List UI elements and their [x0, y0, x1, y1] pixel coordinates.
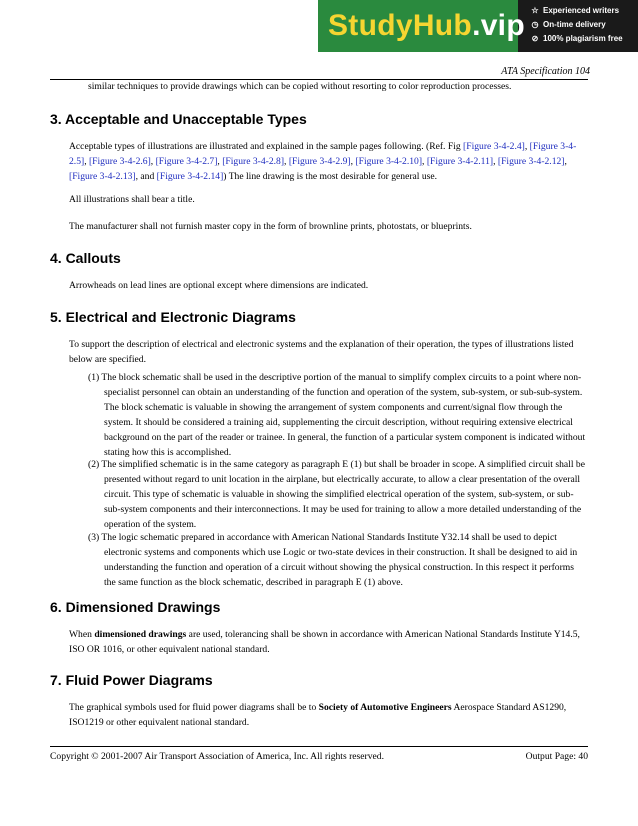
figure-ref-link[interactable]: [Figure 3-4-2.7]	[155, 156, 218, 167]
banner-feature: ☆ Experienced writers	[530, 4, 623, 18]
banner-feature: ◷ On-time delivery	[530, 18, 623, 32]
list-item: (3) The logic schematic prepared in accordance with American National Standards Institute Y32.14 shall be used to depict electronic systems and components which use Logic or two-state devices in their construction. It shall be designed to aid in understanding the function and operation of a circuit without showing the physical construction. In this respect it performs the same function as the block schematic, described in paragraph E (1) above.	[88, 532, 578, 588]
star-icon: ☆	[531, 6, 539, 15]
footer-copyright: Copyright © 2001-2007 Air Transport Association of America, Inc. All rights reserved.	[50, 751, 384, 762]
section-4-heading: 4. Callouts	[50, 250, 121, 266]
section-7-heading: 7. Fluid Power Diagrams	[50, 672, 213, 688]
figure-ref-link[interactable]: [Figure 3-4-2.8]	[222, 156, 285, 167]
section-3-paragraph-3: The manufacturer shall not furnish master copy in the form of brownline prints, photostats, or blueprints.	[69, 221, 472, 232]
section-4-paragraph-1: Arrowheads on lead lines are optional except where dimensions are indicated.	[69, 280, 369, 291]
footer-page-number: Output Page: 40	[525, 751, 588, 762]
section-3-paragraph-2: All illustrations shall bear a title.	[69, 194, 195, 205]
section-3-heading: 3. Acceptable and Unacceptable Types	[50, 111, 307, 127]
footer-rule	[50, 746, 588, 747]
studyhub-banner[interactable]	[318, 0, 638, 52]
figure-ref-link[interactable]: [Figure 3-4-2.6]	[88, 156, 151, 167]
section-6-paragraph-1: When dimensioned drawings are used, tolerancing shall be shown in accordance with American National Standards Institute Y14.5, ISO OR 1016, or other equivalent national standard.	[69, 629, 580, 655]
figure-ref-link[interactable]: [Figure 3-4-2.14]	[156, 171, 224, 182]
section-5-paragraph-1: To support the description of electrical and electronic systems and the explanation of their operation, the types of illustrations listed below are specified.	[69, 339, 574, 365]
figure-ref-link[interactable]: [Figure 3-4-2.5]	[69, 141, 577, 167]
banner-feature: ⊘ 100% plagiarism free	[530, 32, 623, 46]
section-6-heading: 6. Dimensioned Drawings	[50, 599, 221, 615]
list-item: (2) The simplified schematic is in the same category as paragraph E (1) but shall be broader in scope. A simplified circuit shall be presented without regard to unit location in the airplane, but electrically accurate, to allow a clear presentation of the overall circuit. This type of schematic is valuable in showing the simplified electrical operation of the system, sub-system, or sub-sub-system components and their interconnections. It may be used for training to allow a more detailed understanding of the operation of the system.	[88, 459, 585, 530]
clock-icon: ◷	[531, 20, 539, 29]
figure-ref-link[interactable]: [Figure 3-4-2.11]	[426, 156, 494, 167]
figure-ref-link[interactable]: [Figure 3-4-2.4]	[463, 141, 525, 152]
section-7-paragraph-1: The graphical symbols used for fluid power diagrams shall be to Society of Automotive Engineers Aerospace Standard AS1290, ISO1219 or other equivalent national standard.	[69, 702, 567, 728]
banner-features	[530, 4, 623, 46]
figure-ref-link[interactable]: [Figure 3-4-2.12]	[497, 156, 565, 167]
figure-ref-link[interactable]: [Figure 3-4-2.13]	[69, 171, 136, 182]
section-5-heading: 5. Electrical and Electronic Diagrams	[50, 309, 296, 325]
check-circle-icon: ⊘	[531, 34, 539, 43]
header-spec: ATA Specification 104	[501, 66, 590, 77]
section-3-paragraph-1: Acceptable types of illustrations are illustrated and explained in the sample pages following. (Ref. Fig [Figure 3-4-2.4], [Figure 3-4-2.5], [Figure 3-4-2.6], [Figure 3-4-2.7], [Figure 3-4-2.8], [Figure 3-4-2.9], [Figure 3-4-2.10], [Figure 3-4-2.11], [Figure 3-4-2.12], [Figure 3-4-2.13], and [Figure 3-4-2.14]) The line drawing is the most desirable for general use.	[69, 141, 577, 182]
list-item: (1) The block schematic shall be used in the descriptive portion of the manual to simplify complex circuits to a point where non-specialist personnel can obtain an understanding of the function and operation of the system, sub-system, or sub-sub-system. The block schematic is valuable in showing the arrangement of system components and current/signal flow through the system. It should be considered a training aid, supplementing the circuit description, without requiring extensive electrical background on the part of the reader or trainee. In general, the function of a particular system component is indicated without stating how this is accomplished.	[88, 372, 586, 458]
intro-text: similar techniques to provide drawings which can be copied without resorting to color reproduction processes.	[88, 81, 512, 92]
figure-ref-link[interactable]: [Figure 3-4-2.9]	[288, 156, 351, 167]
figure-ref-link[interactable]: [Figure 3-4-2.10]	[355, 156, 423, 167]
studyhub-logo[interactable]: StudyHub.vip	[318, 0, 518, 52]
